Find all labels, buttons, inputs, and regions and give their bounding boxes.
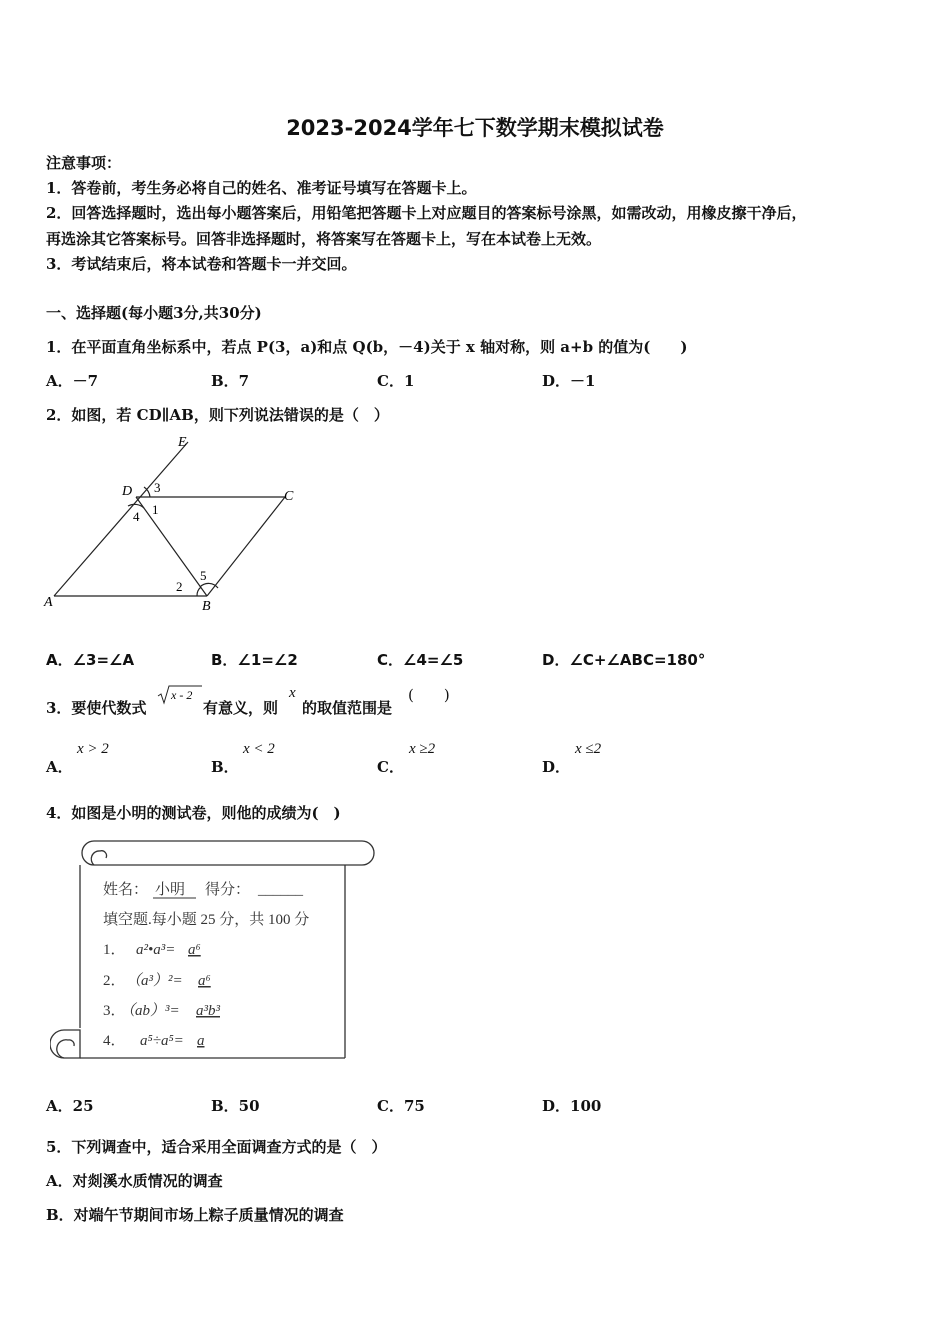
label-a: A bbox=[44, 595, 53, 610]
q1-option-d: D．－1 bbox=[542, 372, 596, 390]
paper-item-num: 3． bbox=[103, 1003, 126, 1019]
q5-option-b: B．对端午节期间市场上粽子质量情况的调查 bbox=[46, 1206, 344, 1224]
radicand: x - 2 bbox=[171, 688, 193, 702]
label-b: B bbox=[202, 599, 211, 614]
notice-item: 1．答卷前，考生务必将自己的姓名、准考证号填写在答题卡上。 bbox=[46, 179, 477, 197]
q3-option-b-letter: B． bbox=[211, 758, 239, 776]
q3-option-c-letter: C． bbox=[377, 758, 404, 776]
notice-item: 再选涂其它答案标号。回答非选择题时，将答案写在答题卡上，写在本试卷上无效。 bbox=[46, 230, 602, 248]
question-5-stem: 5．下列调查中，适合采用全面调查方式的是（ ） bbox=[46, 1138, 387, 1156]
notice-item: 2．回答选择题时，选出每小题答案后，用铅笔把答题卡上对应题目的答案标号涂黑，如需改动，用橡皮擦干净后， bbox=[46, 204, 807, 222]
segment-db bbox=[136, 497, 207, 596]
q4-scroll-figure bbox=[50, 836, 380, 1066]
q2-option-c: C．∠4=∠5 bbox=[377, 651, 464, 669]
paper-item-num: 2． bbox=[103, 973, 126, 989]
paper-item-answer: a³b³ bbox=[196, 1003, 220, 1019]
paper-item-num: 4． bbox=[103, 1033, 126, 1049]
paper-score-label: 得分： bbox=[205, 882, 251, 898]
variable-x: x bbox=[289, 685, 296, 701]
segment-bc bbox=[207, 497, 285, 596]
paper-item-num: 1． bbox=[103, 942, 126, 958]
q3-option-a: x > 2 bbox=[77, 741, 109, 757]
q3-option-d-letter: D． bbox=[542, 758, 571, 776]
label-angle-3: 3 bbox=[154, 480, 161, 495]
q1-option-a: A．－7 bbox=[46, 372, 99, 390]
paper-item-expr: a⁵÷a⁵= bbox=[140, 1033, 184, 1049]
question-3-stem-pre: 3．要使代数式 bbox=[46, 699, 147, 717]
q3-option-a-letter: A． bbox=[46, 758, 73, 776]
label-angle-2: 2 bbox=[176, 579, 183, 594]
paper-instruction: 填空题.每小题 25 分，共 100 分 bbox=[103, 912, 310, 928]
label-c: C bbox=[284, 489, 294, 504]
paper-item-answer: a⁶ bbox=[188, 942, 201, 958]
q4-option-b: B．50 bbox=[211, 1097, 260, 1115]
question-3-stem-mid: 有意义，则 bbox=[203, 699, 279, 717]
label-angle-1: 1 bbox=[152, 502, 159, 517]
q1-option-b: B．7 bbox=[211, 372, 250, 390]
q3-option-c: x ≥2 bbox=[409, 741, 436, 757]
paper-score-blank: ______ bbox=[258, 882, 303, 898]
question-1-stem: 1．在平面直角坐标系中，若点 P(3，a)和点 Q(b，－4)关于 x 轴对称，则 a+b 的值为( ) bbox=[46, 338, 688, 356]
paper-item-expr: a²•a³= bbox=[136, 942, 176, 958]
page-title: 2023-2024学年七下数学期末模拟试卷 bbox=[286, 116, 664, 140]
paper-item-expr: （ab）³= bbox=[120, 1003, 180, 1019]
label-angle-5: 5 bbox=[200, 568, 207, 583]
paper-item-expr: （a³）²= bbox=[126, 973, 183, 989]
label-d: D bbox=[122, 484, 133, 499]
q2-option-b: B．∠1=∠2 bbox=[211, 651, 298, 669]
q4-option-c: C．75 bbox=[377, 1097, 425, 1115]
paper-item-answer: a⁶ bbox=[198, 973, 211, 989]
paper-name: 小明 bbox=[155, 882, 186, 898]
q2-figure bbox=[40, 430, 310, 616]
paper-name-label: 姓名： bbox=[103, 882, 149, 898]
q3-option-d: x ≤2 bbox=[575, 741, 602, 757]
paper-item-answer: a bbox=[197, 1033, 205, 1049]
angle-arc-2 bbox=[197, 587, 201, 596]
label-e: E bbox=[178, 435, 187, 450]
angle-arc-5 bbox=[200, 583, 218, 588]
notice-item: 3．考试结束后，将本试卷和答题卡一并交回。 bbox=[46, 255, 357, 273]
q4-option-d: D．100 bbox=[542, 1097, 602, 1115]
q4-option-a: A．25 bbox=[46, 1097, 94, 1115]
question-4-stem: 4．如图是小明的测试卷，则他的成绩为( ) bbox=[46, 804, 341, 822]
notice-heading: 注意事项： bbox=[46, 154, 122, 172]
q5-option-a: A．对剡溪水质情况的调查 bbox=[46, 1172, 223, 1190]
label-angle-4: 4 bbox=[133, 509, 140, 524]
q1-option-c: C．1 bbox=[377, 372, 415, 390]
line-ae bbox=[54, 442, 188, 596]
question-3-stem-post: 的取值范围是 bbox=[302, 699, 393, 717]
section-heading: 一、选择题(每小题3分,共30分) bbox=[46, 304, 262, 322]
q3-option-b: x < 2 bbox=[243, 741, 275, 757]
sqrt-expression bbox=[157, 684, 203, 706]
q3-answer-paren: ( ) bbox=[408, 686, 450, 704]
q2-option-a: A．∠3=∠A bbox=[46, 651, 135, 669]
question-2-stem: 2．如图，若 CD∥AB，则下列说法错误的是（ ） bbox=[46, 406, 389, 424]
q2-option-d: D．∠C+∠ABC=180° bbox=[542, 651, 706, 669]
